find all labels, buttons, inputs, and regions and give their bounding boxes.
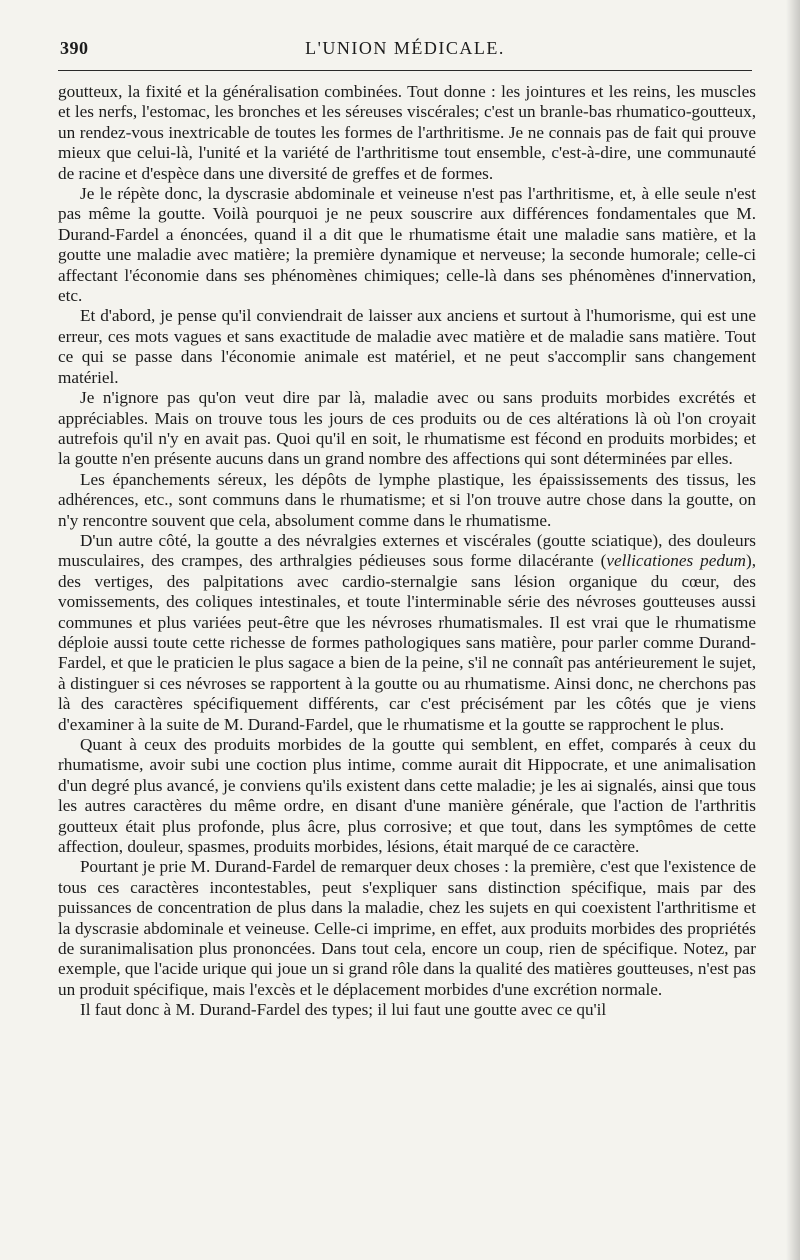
page-number: 390 <box>60 38 89 58</box>
page-header <box>58 32 752 62</box>
paragraph: Je le répète donc, la dyscrasie abdominale et veineuse n'est pas l'arthritisme, et, à elle seule n'est pas même la goutte. Voilà pourquoi je ne peux souscrire aux différences fondamentales que M. Durand-Fardel a énoncées, quand il a dit que le rhumatisme était une maladie sans matière, et la goutte une maladie avec matière; la première dynamique et nerveuse; la seconde humorale; celle-ci affectant l'économie dans ses phénomènes chimiques; celle-là dans ses phénomènes d'innervation, etc. <box>58 184 756 306</box>
paragraph: Les épanchements séreux, les dépôts de lymphe plastique, les épaississements des tissus, les adhérences, etc., sont communs dans le rhumatisme; et si l'on trouve autre chose dans la goutte, on n'y rencontre souvent que cela, absolument comme dans le rhumatisme. <box>58 469 756 530</box>
paragraph: Pourtant je prie M. Durand-Fardel de remarquer deux choses : la première, c'est que l'existence de tous ces caractères incontestables, peut s'expliquer sans distinction spécifique, mais par des puissances de concentration de plus dans la maladie, chez les sujets en qui coexistent l'arthritisme et la dyscrasie abdominale et veineuse. Celle-ci imprime, en effet, aux produits morbides des propriétés de suranimalisation plus prononcées. Dans tout cela, encore un coup, rien de spécifique. Notez, par exemple, que l'acide urique qui joue un si grand rôle dans la qualité des matières goutteuses, n'est pas un produit spécifique, mais l'excès et le déplacement morbides d'une excrétion normale. <box>58 857 756 999</box>
body-text <box>58 82 756 1021</box>
paragraph: goutteux, la fixité et la généralisation combinées. Tout donne : les jointures et les reins, les muscles et les nerfs, l'estomac, les bronches et les séreuses viscérales; c'est un branle-bas rhumatico-goutteux, un rendez-vous inextricable de toutes les formes de l'arthritisme. Je ne connais pas de fait qui prouve mieux que celui-là, l'unité et la variété de l'arthritisme tout ensemble, c'est-à-dire, une communauté de racine et d'espèce dans une diversité de greffes et de formes. <box>58 82 756 183</box>
running-title: L'UNION MÉDICALE. <box>305 38 505 58</box>
page-edge-shadow <box>786 0 800 1260</box>
paragraph: Et d'abord, je pense qu'il conviendrait de laisser aux anciens et surtout à l'humorisme, qui est une erreur, ces mots vagues et sans exactitude de maladie avec matière et de maladie sans matière. Tout ce qui se passe dans l'économie animale est matériel, et ne peut s'accomplir sans changement matériel. <box>58 306 756 387</box>
italic-phrase: vellicationes pedum <box>606 551 746 571</box>
header-rule <box>58 70 752 71</box>
paragraph: Je n'ignore pas qu'on veut dire par là, maladie avec ou sans produits morbides excrétés et appréciables. Mais on trouve tous les jours de ces produits ou de ces altérations là où l'on croyait autrefois qu'il n'y en avait pas. Quoi qu'il en soit, le rhumatisme est fécond en produits morbides; et la goutte n'en présente aucuns dans un grand nombre des affections qui sont déterminées par elles. <box>58 388 756 469</box>
paragraph: Il faut donc à M. Durand-Fardel des types; il lui faut une goutte avec ce qu'il <box>80 1000 607 1020</box>
paragraph: Quant à ceux des produits morbides de la goutte qui semblent, en effet, comparés à ceux du rhumatisme, avoir subi une coction plus intime, comme aurait dit Hippocrate, et une animalisation d'un degré plus avancé, je conviens qu'ils existent dans cette maladie; je les ai signalés, ainsi que tous les autres caractères du même ordre, en disant d'une manière générale, que l'action de l'arthritis goutteux était plus profonde, plus âcre, plus corrosive; et que tout, dans les symptômes de cette affection, douleur, spasmes, produits morbides, lésions, était marqué de ce caractère. <box>58 735 756 857</box>
paragraph: D'un autre côté, la goutte a des névralgies externes et viscérales (goutte sciatique), des douleurs musculaires, des crampes, des arthralgies pédieuses sous forme dilacérante (vellicationes pedum), des vertiges, des palpitations avec cardio-sternalgie sans lésion organique du cœur, des vomissements, des coliques intestinales, et toute l'interminable série des névroses goutteuses aussi communes et plus variées peut-être que les névroses rhumatismales. Il est vrai que le rhumatisme déploie aussi toute cette richesse de formes pathologiques sans matière, pour parler comme Durand-Fardel, et que le praticien le plus sagace a bien de la peine, s'il ne connaît pas antérieurement le sujet, à distinguer si ces névroses se rapportent à la goutte ou au rhumatisme. Ainsi donc, ne cherchons pas là des caractères spécifiquement différents, car c'est précisément par les côtés que je viens d'examiner à la suite de M. Durand-Fardel, que le rhumatisme et la goutte se rapprochent le plus. <box>58 530 756 734</box>
